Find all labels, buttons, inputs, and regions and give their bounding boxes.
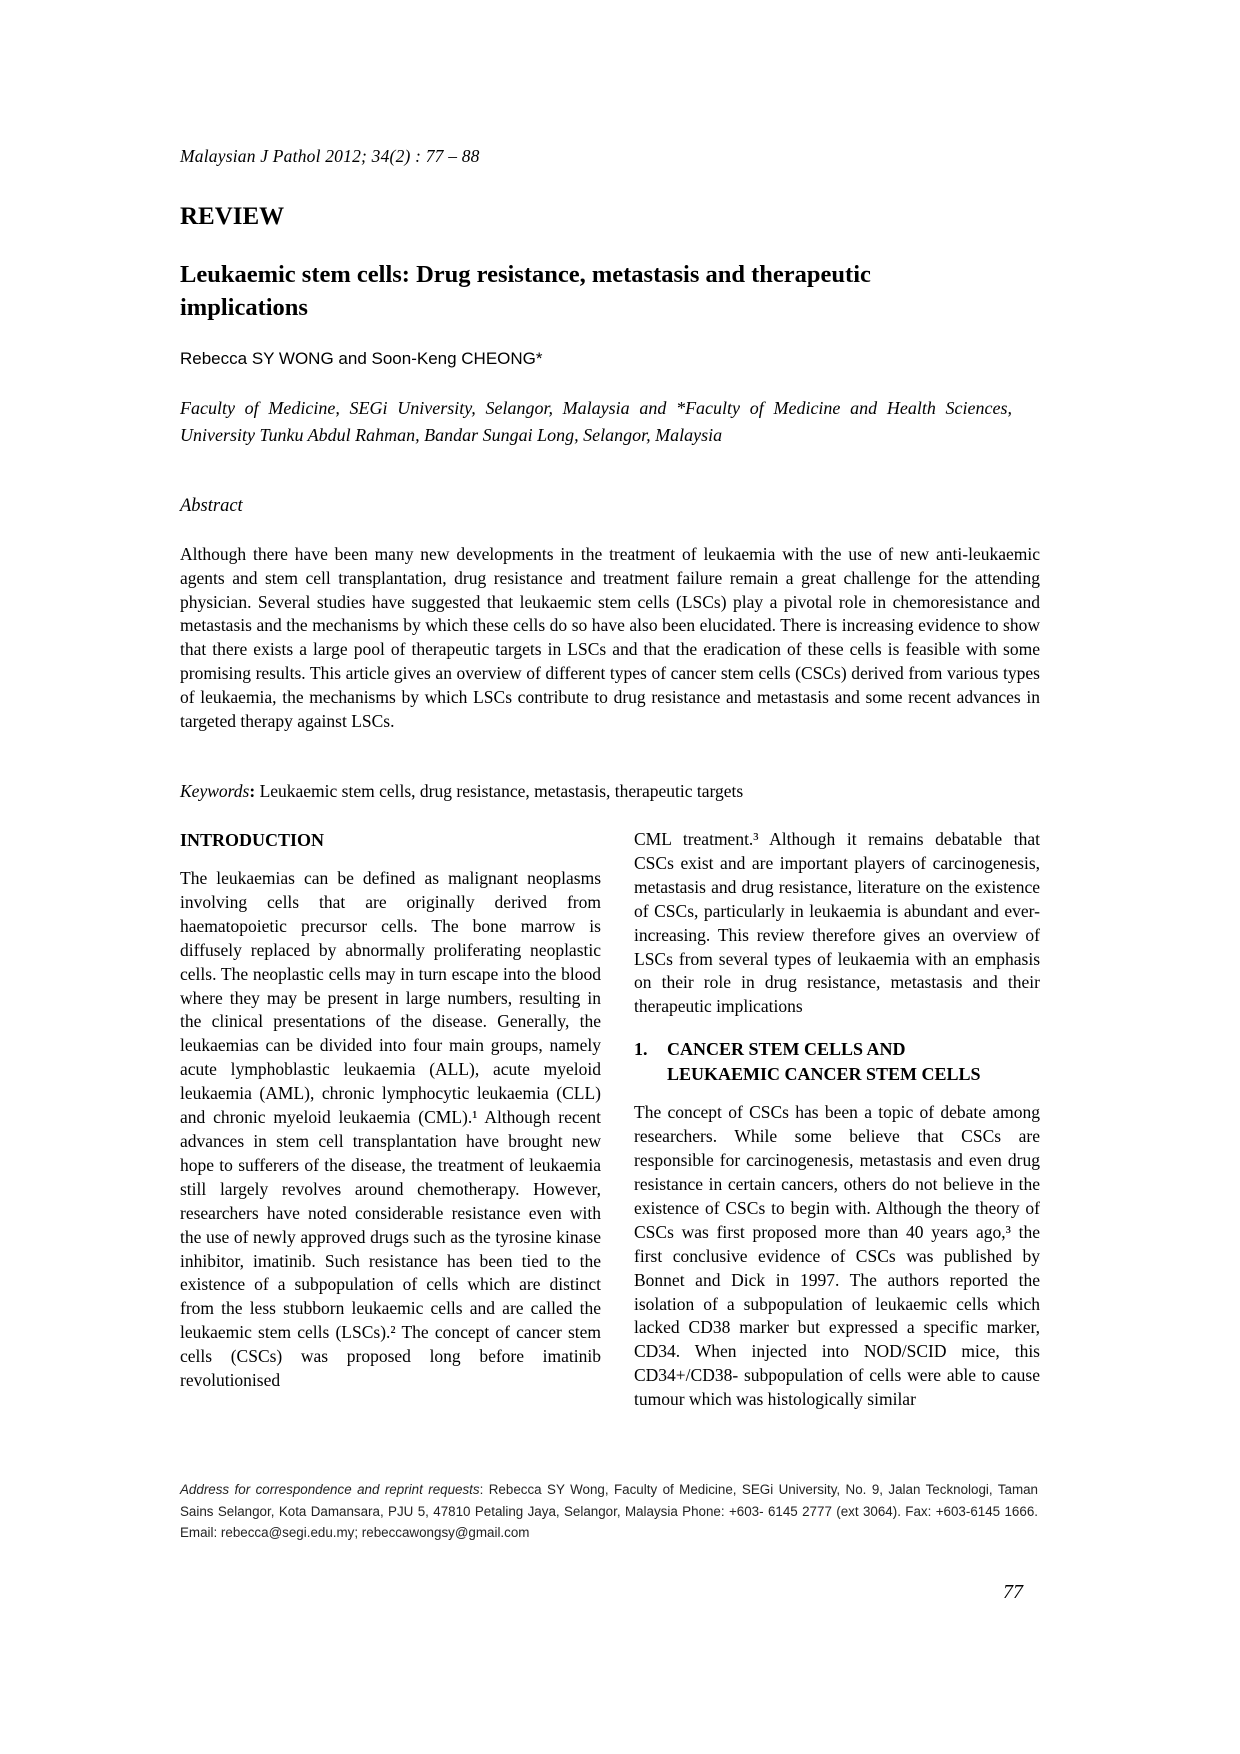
keywords-colon: :	[249, 781, 256, 801]
section-1-title: CANCER STEM CELLS AND LEUKAEMIC CANCER STEM CELLS	[667, 1039, 981, 1085]
section-1-heading	[634, 1037, 1040, 1087]
introduction-continued-paragraph: CML treatment.³ Although it remains debatable that CSCs exist and are important players of carcinogenesis, metastasis and drug resistance, literature on the existence of CSCs, particularly in leukaemia is abundant and ever-increasing. This review therefore gives an overview of LSCs from several types of leukaemia with an emphasis on their role in drug resistance, metastasis and their therapeutic implications	[634, 829, 1040, 1017]
authors-line: Rebecca SY WONG and Soon-Keng CHEONG*	[180, 349, 543, 368]
article-type-label: REVIEW	[180, 203, 285, 230]
left-column	[180, 828, 601, 1412]
journal-reference: Malaysian J Pathol 2012; 34(2) : 77 – 88	[180, 146, 480, 166]
introduction-paragraph: The leukaemias can be defined as malignant neoplasms involving cells that are originally derived from haematopoietic precursor cells. The bone marrow is diffusely replaced by abnormally proliferating neoplastic cells. The neoplastic cells may in turn escape into the blood where they may be present in large numbers, resulting in the clinical presentations of the disease. Generally, the leukaemias can be divided into four main groups, namely acute lymphoblastic leukaemia (ALL), acute myeloid leukaemia (AML), chronic lymphocytic leukaemia (CLL) and chronic myeloid leukaemia (CML).¹ Although recent advances in stem cell transplantation have brought new hope to sufferers of the disease, the treatment of leukaemia still largely revolves around chemotherapy. However, researchers have noted considerable resistance even with the use of newly approved drugs such as the tyrosine kinase inhibitor, imatinib. Such resistance has been tied to the existence of a subpopulation of cells which are distinct from the less stubborn leukaemic cells and are called the leukaemic stem cells (LSCs).² The concept of cancer stem cells (CSCs) was proposed long before imatinib revolutionised	[180, 868, 601, 1391]
keywords-label: Keywords	[180, 781, 250, 801]
two-column-body	[180, 828, 1040, 1412]
keywords-line	[180, 781, 1040, 802]
right-column	[634, 828, 1040, 1412]
correspondence-label: Address for correspondence and reprint requests	[180, 1482, 480, 1497]
keywords-text: Leukaemic stem cells, drug resistance, metastasis, therapeutic targets	[255, 781, 744, 801]
page-number: 77	[1003, 1581, 1023, 1603]
abstract-text: Although there have been many new developments in the treatment of leukaemia with the use of new anti-leukaemic agents and stem cell transplantation, drug resistance and treatment failure remain a great challenge for the attending physician. Several studies have suggested that leukaemic stem cells (LSCs) play a pivotal role in chemoresistance and metastasis and the mechanisms by which these cells do so have also been elucidated. There is increasing evidence to show that there exists a large pool of therapeutic targets in LSCs and that the eradication of these cells is feasible with some promising results. This article gives an overview of different types of cancer stem cells (CSCs) derived from various types of leukaemia, the mechanisms by which LSCs contribute to drug resistance and metastasis and some recent advances in targeted therapy against LSCs.	[180, 544, 1040, 731]
section-1-number: 1.	[634, 1039, 648, 1060]
section-1-paragraph: The concept of CSCs has been a topic of debate among researchers. While some believe that CSCs are responsible for carcinogenesis, metastasis and even drug resistance in certain cancers, others do not believe in the existence of CSCs to begin with. Although the theory of CSCs was first proposed more than 40 years ago,³ the first conclusive evidence of CSCs was published by Bonnet and Dick in 1997. The authors reported the isolation of a subpopulation of leukaemic cells which lacked CD38 marker but expressed a specific marker, CD34. When injected into NOD/SCID mice, this CD34+/CD38- subpopulation of cells were able to cause tumour which was histologically similar	[634, 1102, 1040, 1410]
abstract-heading: Abstract	[180, 496, 243, 516]
correspondence-text: : Rebecca SY Wong, Faculty of Medicine, SEGi University, No. 9, Jalan Tecknologi, Taman Sains Selangor, Kota Damansara, PJU 5, 47810 Petaling Jaya, Selangor, Malaysia Phone: +603- 6145 2777 (ext 3064). Fax: +603-6145 1666. Email: rebecca@segi.edu.my; rebeccawongsy@gmail.com	[180, 1482, 1038, 1541]
correspondence-footnote	[180, 1479, 1038, 1544]
affiliation-line: Faculty of Medicine, SEGi University, Selangor, Malaysia and *Faculty of Medicine and Health Sciences, University Tunku Abdul Rahman, Bandar Sungai Long, Selangor, Malaysia	[180, 398, 1012, 445]
introduction-heading: INTRODUCTION	[180, 830, 325, 850]
page-title: Leukaemic stem cells: Drug resistance, metastasis and therapeutic implications	[180, 261, 871, 321]
